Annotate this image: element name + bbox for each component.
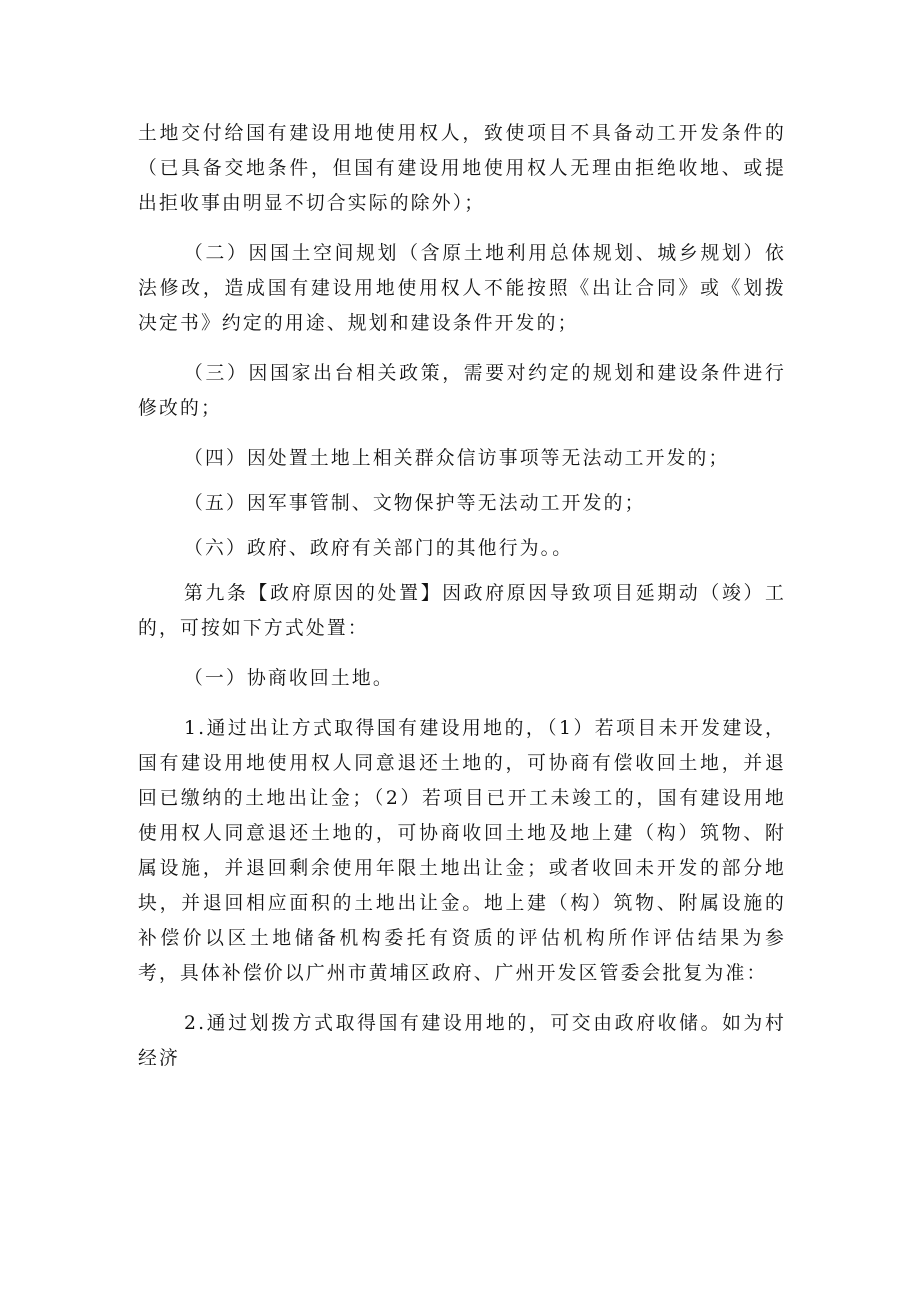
document-body (138, 116, 786, 1091)
article-9-heading-paragraph: 第九条【政府原因的处置】因政府原因导致项目延期动（竣）工的，可按如下方式处置： (138, 583, 786, 639)
paragraph-item-6: （六）政府、政府有关部门的其他行为。。 (184, 538, 574, 559)
subsection-1-title: （一）协商收回土地。 (184, 668, 394, 689)
paragraph-item-3: （三）因国家出台相关政策，需要对约定的规划和建设条件进行修改的； (138, 363, 786, 419)
paragraph-continuation: 土地交付给国有建设用地使用权人，致使项目不具备动工开发条件的（已具备交地条件，但国有建设用地使用权人无理由拒绝收地、或提出拒收事由明显不切合实际的除外）； (138, 123, 786, 214)
paragraph-item-2: （二）因国土空间规划（含原土地利用总体规划、城乡规划）依法修改，造成国有建设用地使用权人不能按照《出让合同》或《划拨决定书》约定的用途、规划和建设条件开发的； (138, 243, 786, 334)
clause-2-allocated-land: 2.通过划拨方式取得国有建设用地的，可交由政府收储。如为村经济 (138, 1013, 786, 1069)
paragraph-item-5: （五）因军事管制、文物保护等无法动工开发的； (184, 493, 646, 514)
paragraph-item-4: （四）因处置土地上相关群众信访事项等无法动工开发的； (184, 448, 730, 469)
clause-1-transfer-land: 1.通过出让方式取得国有建设用地的，（1）若项目未开发建设，国有建设用地使用权人同意退还土地的，可协商有偿收回土地，并退回已缴纳的土地出让金；（2）若项目已开工未竣工的，国有建设用地使用权人同意退还土地的，可协商收回土地及地上建（构）筑物、附属设施，并退回剩余使用年限土地出让金；或者收回未开发的部分地块，并退回相应面积的土地出让金。地上建（构）筑物、附属设施的补偿价以区土地储备机构委托有资质的评估机构所作评估结果为参考，具体补偿价以广州市黄埔区政府、广州开发区管委会批复为准： (138, 718, 786, 984)
